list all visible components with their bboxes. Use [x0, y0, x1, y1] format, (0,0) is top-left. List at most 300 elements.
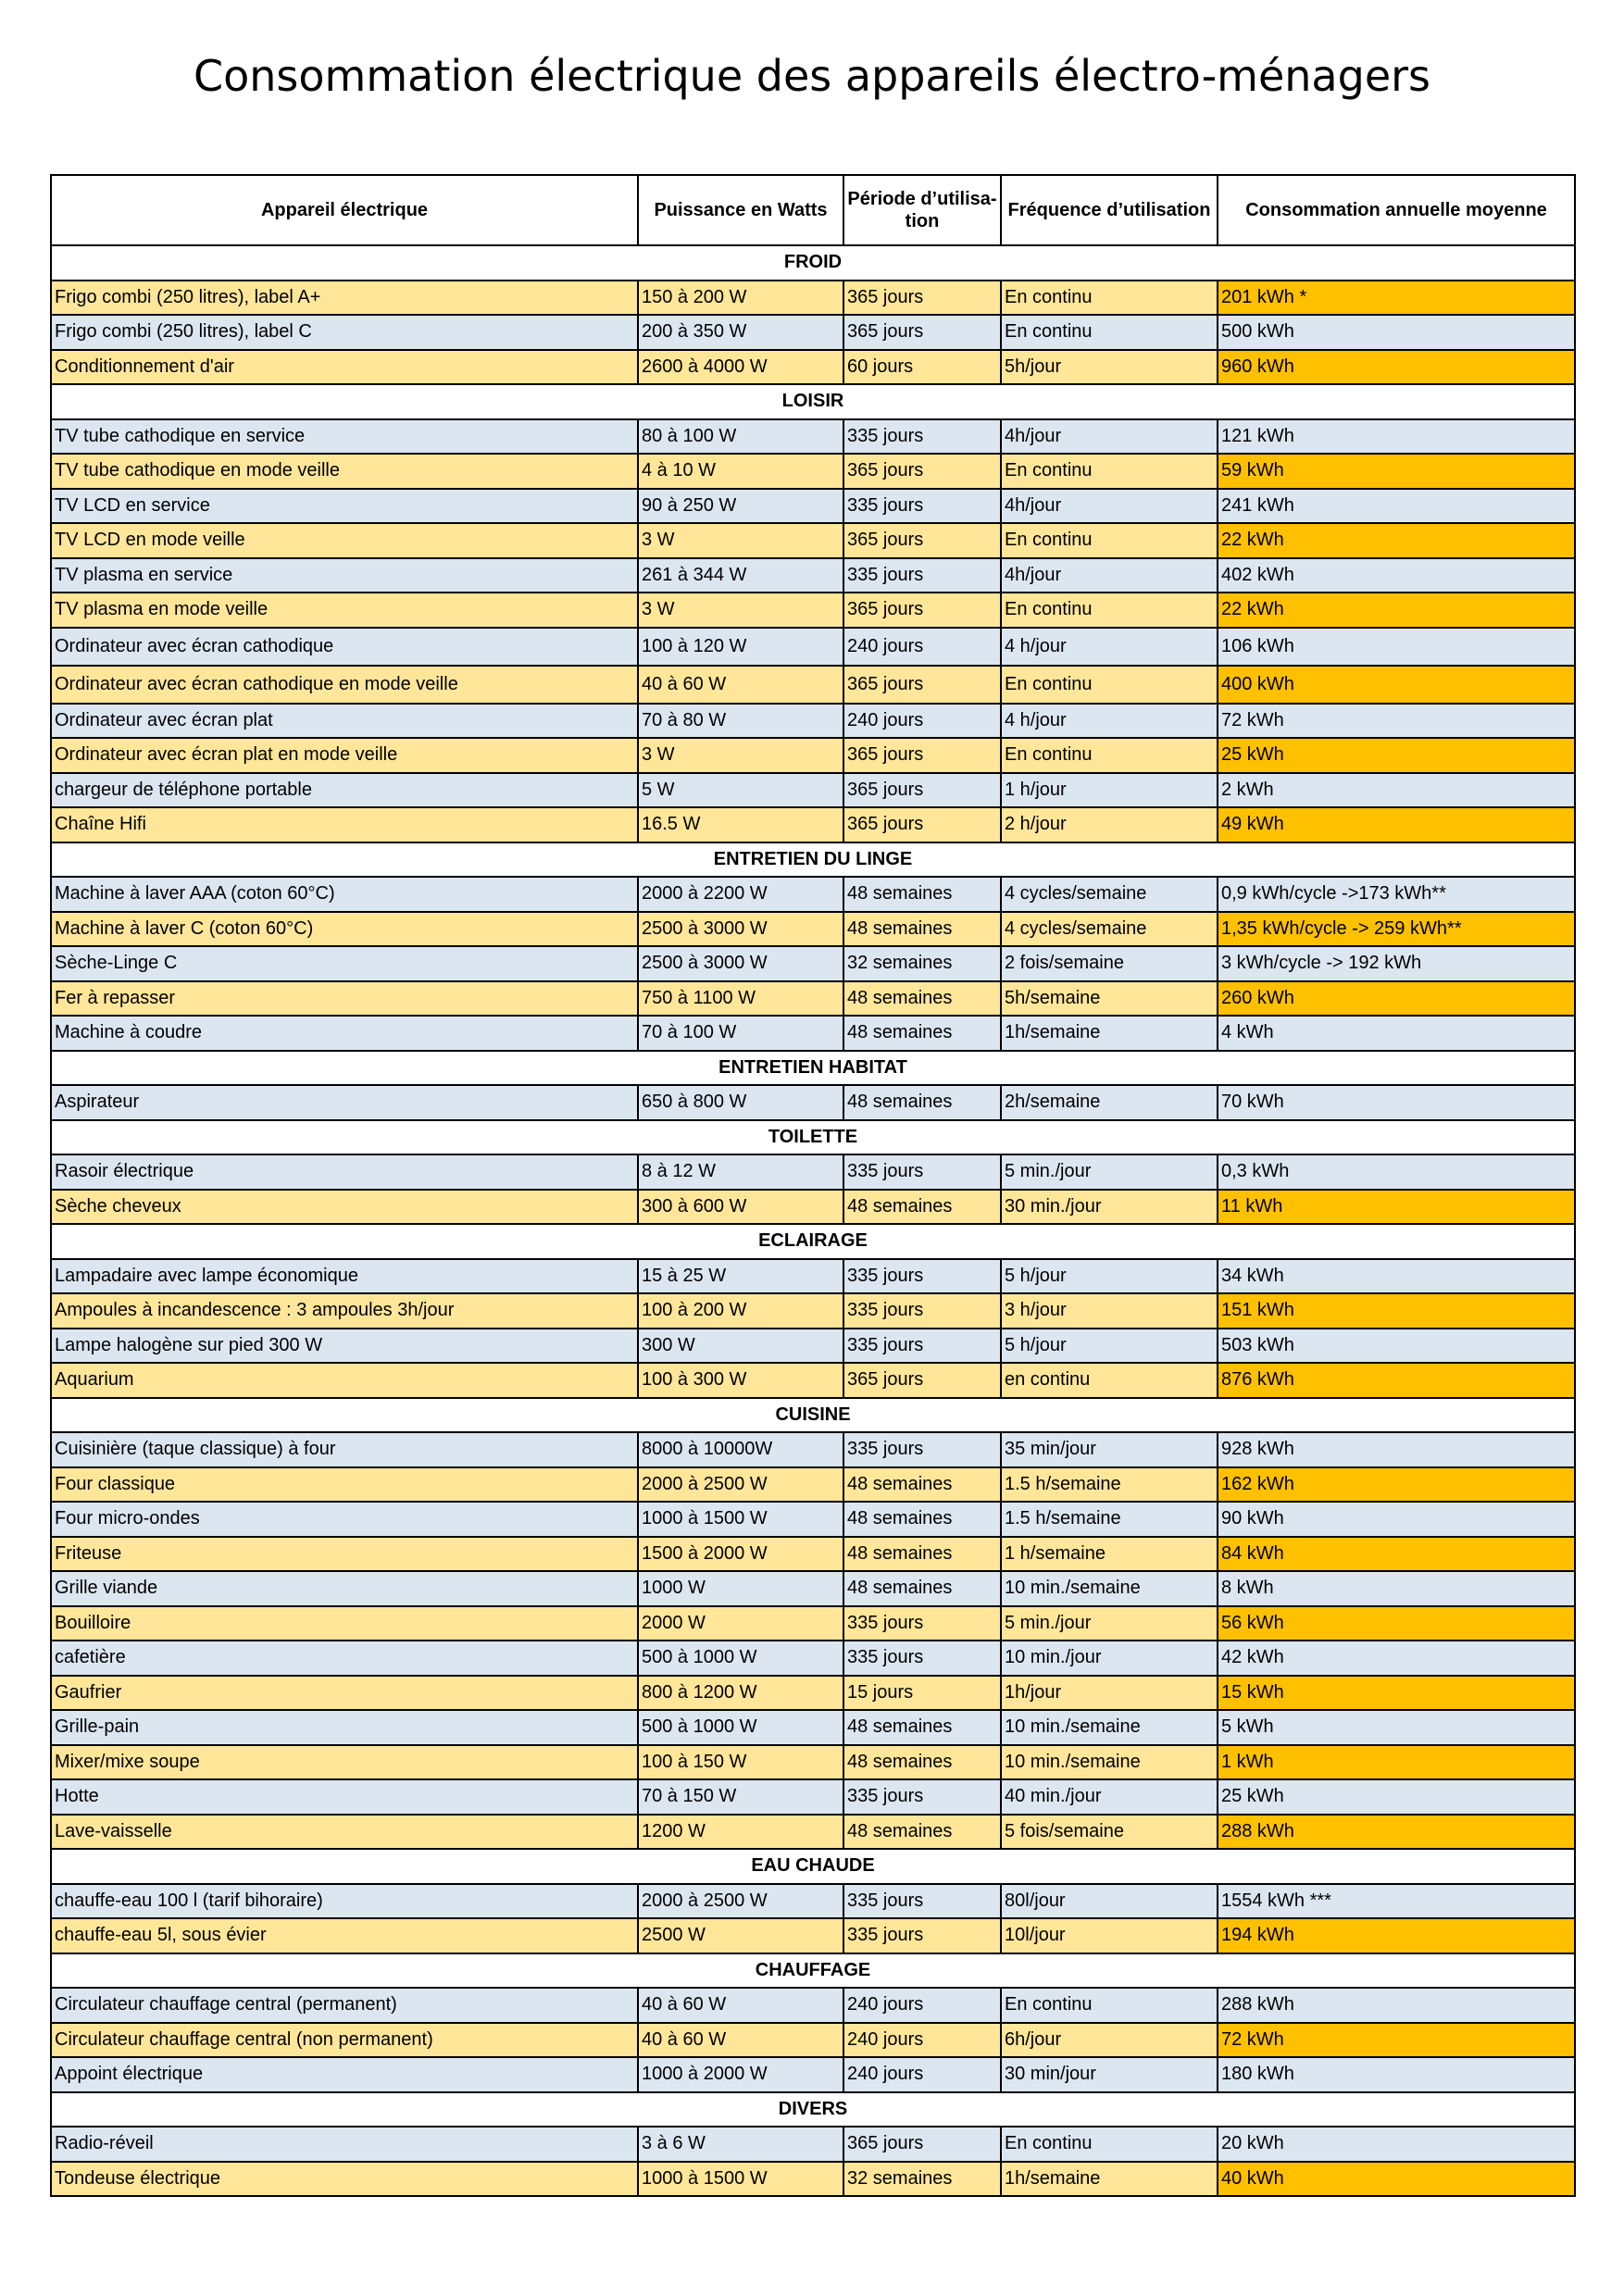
cell-puissance: 15 à 25 W: [638, 1259, 843, 1294]
cell-appareil: TV tube cathodique en mode veille: [51, 454, 638, 489]
cell-periode: 365 jours: [843, 773, 1001, 808]
cell-puissance: 100 à 150 W: [638, 1745, 843, 1780]
section-title: DIVERS: [51, 2092, 1575, 2128]
cell-frequence: 5 fois/semaine: [1001, 1815, 1218, 1850]
cell-puissance: 1000 à 1500 W: [638, 2162, 843, 2197]
cell-periode: 48 semaines: [843, 981, 1001, 1017]
header-puissance: Puissance en Watts: [638, 175, 843, 245]
cell-puissance: 3 W: [638, 738, 843, 773]
cell-frequence: En continu: [1001, 666, 1218, 704]
cell-periode: 32 semaines: [843, 2162, 1001, 2197]
cell-frequence: 2 h/jour: [1001, 807, 1218, 842]
cell-appareil: TV LCD en mode veille: [51, 523, 638, 558]
cell-appareil: Lave-vaisselle: [51, 1815, 638, 1850]
table-body: [51, 245, 1575, 2196]
cell-puissance: 8 à 12 W: [638, 1154, 843, 1190]
table-row: [51, 1779, 1575, 1815]
table-row: [51, 2023, 1575, 2058]
cell-consommation: 59 kWh: [1218, 454, 1575, 489]
cell-appareil: Circulateur chauffage central (non permanent): [51, 2023, 638, 2058]
cell-periode: 365 jours: [843, 1363, 1001, 1398]
table-row: [51, 807, 1575, 842]
section-header-row: [51, 245, 1575, 281]
cell-appareil: Aquarium: [51, 1363, 638, 1398]
cell-consommation: 121 kWh: [1218, 419, 1575, 455]
table-row: [51, 1293, 1575, 1329]
cell-frequence: En continu: [1001, 523, 1218, 558]
cell-consommation: 8 kWh: [1218, 1571, 1575, 1606]
cell-consommation: 3 kWh/cycle -> 192 kWh: [1218, 946, 1575, 981]
cell-appareil: Sèche-Linge C: [51, 946, 638, 981]
cell-periode: 48 semaines: [843, 912, 1001, 947]
table-row: [51, 946, 1575, 981]
cell-puissance: 90 à 250 W: [638, 489, 843, 524]
cell-frequence: 1h/jour: [1001, 1676, 1218, 1711]
cell-frequence: En continu: [1001, 2127, 1218, 2162]
cell-puissance: 750 à 1100 W: [638, 981, 843, 1017]
cell-periode: 48 semaines: [843, 1085, 1001, 1120]
table-row: [51, 1606, 1575, 1641]
cell-appareil: Conditionnement d'air: [51, 350, 638, 385]
table-row: [51, 489, 1575, 524]
cell-puissance: 2000 à 2500 W: [638, 1467, 843, 1503]
section-title: LOISIR: [51, 384, 1575, 419]
cell-appareil: chargeur de téléphone portable: [51, 773, 638, 808]
cell-frequence: 1 h/jour: [1001, 773, 1218, 808]
cell-consommation: 22 kWh: [1218, 593, 1575, 628]
cell-consommation: 11 kWh: [1218, 1190, 1575, 1225]
cell-frequence: En continu: [1001, 593, 1218, 628]
cell-frequence: 5 min./jour: [1001, 1154, 1218, 1190]
cell-consommation: 288 kWh: [1218, 1815, 1575, 1850]
cell-puissance: 70 à 100 W: [638, 1016, 843, 1051]
cell-periode: 365 jours: [843, 807, 1001, 842]
cell-puissance: 100 à 200 W: [638, 1293, 843, 1329]
cell-appareil: TV plasma en service: [51, 558, 638, 593]
cell-puissance: 1000 à 1500 W: [638, 1502, 843, 1537]
cell-consommation: 90 kWh: [1218, 1502, 1575, 1537]
cell-periode: 240 jours: [843, 2023, 1001, 2058]
cell-puissance: 800 à 1200 W: [638, 1676, 843, 1711]
cell-periode: 365 jours: [843, 315, 1001, 350]
cell-appareil: Fer à repasser: [51, 981, 638, 1017]
cell-frequence: 30 min./jour: [1001, 1190, 1218, 1225]
cell-frequence: 2 fois/semaine: [1001, 946, 1218, 981]
cell-appareil: Friteuse: [51, 1537, 638, 1572]
cell-periode: 240 jours: [843, 704, 1001, 739]
cell-periode: 365 jours: [843, 738, 1001, 773]
cell-consommation: 15 kWh: [1218, 1676, 1575, 1711]
table-row: [51, 704, 1575, 739]
header-row: [51, 175, 1575, 245]
table-row: [51, 1918, 1575, 1953]
cell-consommation: 72 kWh: [1218, 704, 1575, 739]
cell-periode: 335 jours: [843, 1154, 1001, 1190]
cell-frequence: 5 min./jour: [1001, 1606, 1218, 1641]
table-row: [51, 281, 1575, 316]
cell-periode: 335 jours: [843, 558, 1001, 593]
cell-frequence: 10 min./semaine: [1001, 1710, 1218, 1745]
cell-consommation: 40 kWh: [1218, 2162, 1575, 2197]
cell-appareil: Four classique: [51, 1467, 638, 1503]
table-row: [51, 593, 1575, 628]
cell-puissance: 500 à 1000 W: [638, 1710, 843, 1745]
cell-appareil: Machine à laver C (coton 60°C): [51, 912, 638, 947]
cell-periode: 48 semaines: [843, 1502, 1001, 1537]
cell-periode: 15 jours: [843, 1676, 1001, 1711]
cell-periode: 335 jours: [843, 1779, 1001, 1815]
cell-puissance: 80 à 100 W: [638, 419, 843, 455]
cell-periode: 48 semaines: [843, 1537, 1001, 1572]
section-title: ENTRETIEN HABITAT: [51, 1051, 1575, 1086]
cell-frequence: 5 h/jour: [1001, 1329, 1218, 1364]
cell-appareil: Four micro-ondes: [51, 1502, 638, 1537]
cell-appareil: TV plasma en mode veille: [51, 593, 638, 628]
cell-puissance: 40 à 60 W: [638, 2023, 843, 2058]
cell-appareil: Chaîne Hifi: [51, 807, 638, 842]
table-row: [51, 558, 1575, 593]
cell-periode: 365 jours: [843, 454, 1001, 489]
cell-consommation: 72 kWh: [1218, 2023, 1575, 2058]
cell-periode: 335 jours: [843, 1293, 1001, 1329]
cell-frequence: 10 min./jour: [1001, 1641, 1218, 1676]
section-header-row: [51, 1120, 1575, 1155]
cell-puissance: 100 à 120 W: [638, 628, 843, 666]
cell-appareil: Cuisinière (taque classique) à four: [51, 1432, 638, 1467]
cell-periode: 48 semaines: [843, 1190, 1001, 1225]
cell-consommation: 402 kWh: [1218, 558, 1575, 593]
cell-puissance: 5 W: [638, 773, 843, 808]
section-title: TOILETTE: [51, 1120, 1575, 1155]
cell-puissance: 4 à 10 W: [638, 454, 843, 489]
table-row: [51, 628, 1575, 666]
cell-appareil: Frigo combi (250 litres), label C: [51, 315, 638, 350]
cell-frequence: 2h/semaine: [1001, 1085, 1218, 1120]
cell-consommation: 288 kWh: [1218, 1988, 1575, 2023]
cell-periode: 365 jours: [843, 666, 1001, 704]
cell-frequence: En continu: [1001, 281, 1218, 316]
cell-consommation: 876 kWh: [1218, 1363, 1575, 1398]
cell-periode: 335 jours: [843, 1606, 1001, 1641]
cell-frequence: 40 min./jour: [1001, 1779, 1218, 1815]
section-title: FROID: [51, 245, 1575, 281]
table-row: [51, 1502, 1575, 1537]
cell-periode: 240 jours: [843, 1988, 1001, 2023]
cell-puissance: 2000 à 2500 W: [638, 1884, 843, 1919]
table-row: [51, 1641, 1575, 1676]
table-row: [51, 1710, 1575, 1745]
cell-appareil: TV tube cathodique en service: [51, 419, 638, 455]
cell-consommation: 1,35 kWh/cycle -> 259 kWh**: [1218, 912, 1575, 947]
cell-consommation: 400 kWh: [1218, 666, 1575, 704]
cell-periode: 32 semaines: [843, 946, 1001, 981]
table-row: [51, 1537, 1575, 1572]
table-row: [51, 1745, 1575, 1780]
cell-frequence: 4h/jour: [1001, 558, 1218, 593]
header-appareil: Appareil électrique: [51, 175, 638, 245]
cell-consommation: 500 kWh: [1218, 315, 1575, 350]
cell-consommation: 180 kWh: [1218, 2057, 1575, 2092]
table-row: [51, 523, 1575, 558]
cell-puissance: 300 à 600 W: [638, 1190, 843, 1225]
cell-puissance: 1000 à 2000 W: [638, 2057, 843, 2092]
cell-puissance: 150 à 200 W: [638, 281, 843, 316]
table-row: [51, 773, 1575, 808]
cell-puissance: 500 à 1000 W: [638, 1641, 843, 1676]
table-row: [51, 1085, 1575, 1120]
cell-frequence: 4 h/jour: [1001, 704, 1218, 739]
table-row: [51, 1016, 1575, 1051]
cell-periode: 335 jours: [843, 1641, 1001, 1676]
section-title: ENTRETIEN DU LINGE: [51, 842, 1575, 878]
cell-frequence: 6h/jour: [1001, 2023, 1218, 2058]
cell-puissance: 70 à 150 W: [638, 1779, 843, 1815]
table-row: [51, 350, 1575, 385]
table-row: [51, 666, 1575, 704]
cell-appareil: Tondeuse électrique: [51, 2162, 638, 2197]
cell-periode: 335 jours: [843, 1918, 1001, 1953]
cell-puissance: 2000 W: [638, 1606, 843, 1641]
cell-puissance: 3 à 6 W: [638, 2127, 843, 2162]
cell-appareil: Hotte: [51, 1779, 638, 1815]
cell-periode: 48 semaines: [843, 1745, 1001, 1780]
cell-puissance: 1000 W: [638, 1571, 843, 1606]
cell-frequence: En continu: [1001, 315, 1218, 350]
cell-puissance: 1200 W: [638, 1815, 843, 1850]
cell-consommation: 1554 kWh ***: [1218, 1884, 1575, 1919]
cell-periode: 48 semaines: [843, 1815, 1001, 1850]
cell-appareil: Ordinateur avec écran plat: [51, 704, 638, 739]
section-header-row: [51, 2092, 1575, 2128]
cell-frequence: 1h/semaine: [1001, 2162, 1218, 2197]
cell-frequence: 10 min./semaine: [1001, 1571, 1218, 1606]
cell-frequence: En continu: [1001, 454, 1218, 489]
cell-frequence: 10 min./semaine: [1001, 1745, 1218, 1780]
cell-consommation: 151 kWh: [1218, 1293, 1575, 1329]
cell-puissance: 2600 à 4000 W: [638, 350, 843, 385]
section-header-row: [51, 1953, 1575, 1989]
cell-frequence: 10l/jour: [1001, 1918, 1218, 1953]
section-header-row: [51, 1398, 1575, 1433]
cell-appareil: Appoint électrique: [51, 2057, 638, 2092]
section-title: EAU CHAUDE: [51, 1849, 1575, 1884]
cell-appareil: Ordinateur avec écran cathodique en mode veille: [51, 666, 638, 704]
cell-consommation: 0,9 kWh/cycle ->173 kWh**: [1218, 877, 1575, 912]
cell-consommation: 162 kWh: [1218, 1467, 1575, 1503]
cell-appareil: Aspirateur: [51, 1085, 638, 1120]
section-title: CUISINE: [51, 1398, 1575, 1433]
cell-periode: 365 jours: [843, 593, 1001, 628]
page-title: Consommation électrique des appareils électro-ménagers: [194, 51, 1430, 101]
section-header-row: [51, 1051, 1575, 1086]
cell-consommation: 4 kWh: [1218, 1016, 1575, 1051]
header-consommation: Consommation annuelle moyenne: [1218, 175, 1575, 245]
cell-puissance: 2500 à 3000 W: [638, 946, 843, 981]
cell-periode: 48 semaines: [843, 1016, 1001, 1051]
cell-appareil: Frigo combi (250 litres), label A+: [51, 281, 638, 316]
cell-consommation: 260 kWh: [1218, 981, 1575, 1017]
cell-periode: 335 jours: [843, 489, 1001, 524]
cell-frequence: 1.5 h/semaine: [1001, 1502, 1218, 1537]
cell-periode: 48 semaines: [843, 1710, 1001, 1745]
cell-puissance: 40 à 60 W: [638, 666, 843, 704]
cell-periode: 48 semaines: [843, 1571, 1001, 1606]
cell-frequence: 5h/semaine: [1001, 981, 1218, 1017]
cell-consommation: 42 kWh: [1218, 1641, 1575, 1676]
cell-consommation: 194 kWh: [1218, 1918, 1575, 1953]
section-title: ECLAIRAGE: [51, 1224, 1575, 1259]
cell-frequence: 5h/jour: [1001, 350, 1218, 385]
cell-puissance: 200 à 350 W: [638, 315, 843, 350]
cell-frequence: 1h/semaine: [1001, 1016, 1218, 1051]
cell-frequence: 30 min/jour: [1001, 2057, 1218, 2092]
cell-consommation: 503 kWh: [1218, 1329, 1575, 1364]
header-frequence: Fréquence d’utilisation: [1001, 175, 1218, 245]
table-row: [51, 1571, 1575, 1606]
cell-appareil: Radio-réveil: [51, 2127, 638, 2162]
cell-appareil: chauffe-eau 100 l (tarif bihoraire): [51, 1884, 638, 1919]
cell-consommation: 25 kWh: [1218, 738, 1575, 773]
cell-consommation: 5 kWh: [1218, 1710, 1575, 1745]
cell-puissance: 70 à 80 W: [638, 704, 843, 739]
section-header-row: [51, 1849, 1575, 1884]
table-row: [51, 1815, 1575, 1850]
cell-periode: 240 jours: [843, 2057, 1001, 2092]
cell-frequence: 5 h/jour: [1001, 1259, 1218, 1294]
table-row: [51, 912, 1575, 947]
cell-consommation: 960 kWh: [1218, 350, 1575, 385]
cell-appareil: Lampe halogène sur pied 300 W: [51, 1329, 638, 1364]
cell-consommation: 201 kWh *: [1218, 281, 1575, 316]
table-row: [51, 1432, 1575, 1467]
cell-consommation: 34 kWh: [1218, 1259, 1575, 1294]
cell-frequence: 4h/jour: [1001, 489, 1218, 524]
table-row: [51, 1988, 1575, 2023]
cell-periode: 365 jours: [843, 281, 1001, 316]
section-title: CHAUFFAGE: [51, 1953, 1575, 1989]
table-row: [51, 1190, 1575, 1225]
cell-consommation: 928 kWh: [1218, 1432, 1575, 1467]
cell-puissance: 1500 à 2000 W: [638, 1537, 843, 1572]
cell-appareil: Bouilloire: [51, 1606, 638, 1641]
table-row: [51, 454, 1575, 489]
cell-appareil: Machine à coudre: [51, 1016, 638, 1051]
cell-puissance: 2500 W: [638, 1918, 843, 1953]
cell-appareil: Gaufrier: [51, 1676, 638, 1711]
cell-frequence: En continu: [1001, 738, 1218, 773]
cell-appareil: Grille viande: [51, 1571, 638, 1606]
cell-puissance: 261 à 344 W: [638, 558, 843, 593]
cell-periode: 60 jours: [843, 350, 1001, 385]
table-row: [51, 738, 1575, 773]
cell-consommation: 241 kWh: [1218, 489, 1575, 524]
cell-puissance: 300 W: [638, 1329, 843, 1364]
cell-puissance: 3 W: [638, 523, 843, 558]
cell-consommation: 106 kWh: [1218, 628, 1575, 666]
table-row: [51, 315, 1575, 350]
cell-appareil: Mixer/mixe soupe: [51, 1745, 638, 1780]
cell-puissance: 8000 à 10000W: [638, 1432, 843, 1467]
cell-periode: 365 jours: [843, 523, 1001, 558]
cell-periode: 335 jours: [843, 1329, 1001, 1364]
table-row: [51, 1259, 1575, 1294]
cell-periode: 335 jours: [843, 1432, 1001, 1467]
cell-periode: 335 jours: [843, 1884, 1001, 1919]
cell-puissance: 40 à 60 W: [638, 1988, 843, 2023]
cell-consommation: 25 kWh: [1218, 1779, 1575, 1815]
cell-periode: 48 semaines: [843, 877, 1001, 912]
table-row: [51, 2162, 1575, 2197]
cell-puissance: 2500 à 3000 W: [638, 912, 843, 947]
cell-appareil: cafetière: [51, 1641, 638, 1676]
table-row: [51, 877, 1575, 912]
cell-appareil: Grille-pain: [51, 1710, 638, 1745]
table-row: [51, 2127, 1575, 2162]
cell-appareil: chauffe-eau 5l, sous évier: [51, 1918, 638, 1953]
cell-frequence: en continu: [1001, 1363, 1218, 1398]
cell-consommation: 56 kWh: [1218, 1606, 1575, 1641]
table-row: [51, 1676, 1575, 1711]
cell-puissance: 100 à 300 W: [638, 1363, 843, 1398]
cell-appareil: Ordinateur avec écran plat en mode veille: [51, 738, 638, 773]
cell-frequence: 1 h/semaine: [1001, 1537, 1218, 1572]
cell-appareil: Rasoir électrique: [51, 1154, 638, 1190]
section-header-row: [51, 384, 1575, 419]
cell-puissance: 3 W: [638, 593, 843, 628]
cell-frequence: 4h/jour: [1001, 419, 1218, 455]
cell-consommation: 2 kWh: [1218, 773, 1575, 808]
consumption-table: [50, 174, 1576, 2197]
table-row: [51, 1884, 1575, 1919]
cell-consommation: 84 kWh: [1218, 1537, 1575, 1572]
cell-puissance: 2000 à 2200 W: [638, 877, 843, 912]
cell-periode: 365 jours: [843, 2127, 1001, 2162]
cell-consommation: 70 kWh: [1218, 1085, 1575, 1120]
table-row: [51, 1363, 1575, 1398]
table-row: [51, 1329, 1575, 1364]
cell-consommation: 20 kWh: [1218, 2127, 1575, 2162]
cell-frequence: En continu: [1001, 1988, 1218, 2023]
cell-consommation: 49 kWh: [1218, 807, 1575, 842]
table-row: [51, 981, 1575, 1017]
cell-frequence: 4 cycles/semaine: [1001, 877, 1218, 912]
table-row: [51, 1154, 1575, 1190]
table-row: [51, 419, 1575, 455]
cell-frequence: 1.5 h/semaine: [1001, 1467, 1218, 1503]
cell-appareil: Lampadaire avec lampe économique: [51, 1259, 638, 1294]
cell-periode: 335 jours: [843, 419, 1001, 455]
section-header-row: [51, 1224, 1575, 1259]
cell-periode: 335 jours: [843, 1259, 1001, 1294]
cell-puissance: 16.5 W: [638, 807, 843, 842]
cell-consommation: 1 kWh: [1218, 1745, 1575, 1780]
header-periode: Période d’utilisa-tion: [843, 175, 1001, 245]
cell-appareil: Ampoules à incandescence : 3 ampoules 3h/jour: [51, 1293, 638, 1329]
cell-puissance: 650 à 800 W: [638, 1085, 843, 1120]
table-row: [51, 1467, 1575, 1503]
cell-consommation: 0,3 kWh: [1218, 1154, 1575, 1190]
cell-appareil: Sèche cheveux: [51, 1190, 638, 1225]
cell-appareil: TV LCD en service: [51, 489, 638, 524]
cell-frequence: 80l/jour: [1001, 1884, 1218, 1919]
cell-appareil: Circulateur chauffage central (permanent): [51, 1988, 638, 2023]
cell-periode: 240 jours: [843, 628, 1001, 666]
cell-periode: 48 semaines: [843, 1467, 1001, 1503]
section-header-row: [51, 842, 1575, 878]
cell-frequence: 35 min/jour: [1001, 1432, 1218, 1467]
cell-frequence: 3 h/jour: [1001, 1293, 1218, 1329]
cell-appareil: Machine à laver AAA (coton 60°C): [51, 877, 638, 912]
